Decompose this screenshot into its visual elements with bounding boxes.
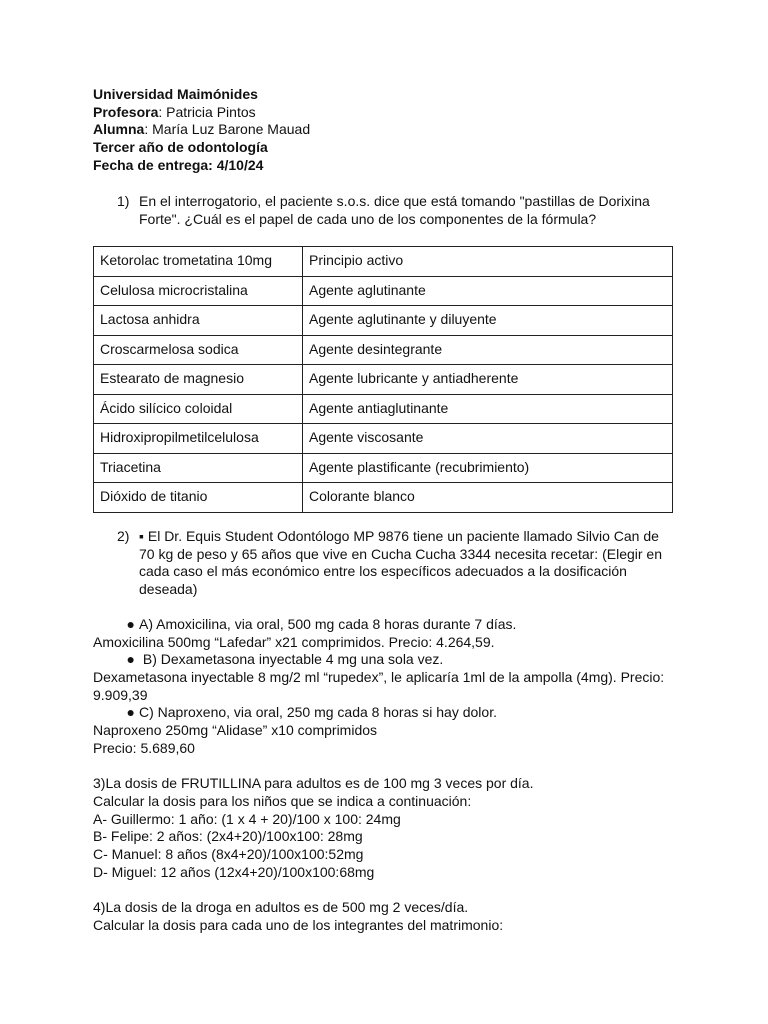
question-4-line2: Calcular la dosis para cada uno de los integrantes del matrimonio: xyxy=(93,916,504,933)
table-row xyxy=(94,276,673,306)
student-label: Alumna xyxy=(93,121,145,138)
role-cell: Agente aglutinante y diluyente xyxy=(303,306,673,336)
bullet-text: B) Dexametasona inyectable 4 mg una sola vez. xyxy=(139,651,444,668)
professor-name: : Patricia Pintos xyxy=(158,103,256,120)
role-cell: Agente desintegrante xyxy=(303,335,673,365)
question-number: 2) xyxy=(117,528,130,544)
question-3-item-b: B- Felipe: 2 años: (2x4+20)/100x100: 28mg xyxy=(93,828,363,845)
role-cell: Agente aglutinante xyxy=(303,276,673,306)
answer-c-line1: Naproxeno 250mg “Alidase” x10 comprimidos xyxy=(93,722,378,739)
bullet-icon: ● xyxy=(126,616,135,632)
question-1 xyxy=(117,193,677,228)
table-row xyxy=(94,335,673,365)
component-cell: Lactosa anhidra xyxy=(94,306,303,336)
components-table xyxy=(93,246,673,513)
component-cell: Dióxido de titanio xyxy=(94,483,303,513)
question-4-line1: 4)La dosis de la droga en adultos es de 500 mg 2 veces/día. xyxy=(93,899,469,915)
bullet-item-b xyxy=(93,651,693,669)
table-row xyxy=(94,306,673,336)
student-line xyxy=(93,121,310,139)
spacer xyxy=(93,881,693,899)
role-cell: Principio activo xyxy=(303,247,673,277)
component-cell: Ketorolac trometatina 10mg xyxy=(94,247,303,277)
component-cell: Celulosa microcristalina xyxy=(94,276,303,306)
component-cell: Estearato de magnesio xyxy=(94,365,303,395)
component-cell: Ácido silícico coloidal xyxy=(94,394,303,424)
component-cell: Triacetina xyxy=(94,453,303,483)
table-row xyxy=(94,453,673,483)
question-number: 1) xyxy=(117,193,130,209)
component-cell: Hidroxipropilmetilcelulosa xyxy=(94,424,303,454)
bullet-item-c xyxy=(93,704,693,722)
bullet-icon: ● xyxy=(126,651,135,668)
document-header xyxy=(93,86,310,174)
table-row xyxy=(94,394,673,424)
professor-line xyxy=(93,104,310,122)
answers-body xyxy=(93,616,693,934)
component-cell: Croscarmelosa sodica xyxy=(94,335,303,365)
student-name: : María Luz Barone Mauad xyxy=(144,121,311,138)
bullet-icon: ● xyxy=(126,704,135,721)
answer-c-line2: Precio: 5.689,60 xyxy=(93,739,195,756)
role-cell: Agente viscosante xyxy=(303,424,673,454)
course-year: Tercer año de odontología xyxy=(93,139,268,156)
bullet-item-a xyxy=(93,616,693,634)
bullet-text: C) Naproxeno, via oral, 250 mg cada 8 horas si hay dolor. xyxy=(139,704,497,721)
university-name: Universidad Maimónides xyxy=(93,86,258,102)
table-row xyxy=(94,365,673,395)
question-3-item-d: D- Miguel: 12 años (12x4+20)/100x100:68mg xyxy=(93,863,375,880)
table-row xyxy=(94,483,673,513)
role-cell: Agente plastificante (recubrimiento) xyxy=(303,453,673,483)
role-cell: Colorante blanco xyxy=(303,483,673,513)
due-date: Fecha de entrega: 4/10/24 xyxy=(93,156,264,173)
question-3-item-a: A- Guillermo: 1 año: (1 x 4 + 20)/100 x 100: 24mg xyxy=(93,810,401,827)
question-text: En el interrogatorio, el paciente s.o.s. dice que está tomando "pastillas de Dorixina Forte". ¿Cuál es el papel de cada uno de los componentes de la fórmula? xyxy=(139,193,650,227)
bullet-text: A) Amoxicilina, via oral, 500 mg cada 8 horas durante 7 días. xyxy=(139,616,517,632)
answer-b-line1: Dexametasona inyectable 8 mg/2 ml “rupedex”, le aplicaría 1ml de la ampolla (4mg). Precio: xyxy=(93,669,665,686)
spacer xyxy=(93,758,693,776)
question-3-line1: 3)La dosis de FRUTILLINA para adultos es de 100 mg 3 veces por día. xyxy=(93,775,534,792)
professor-label: Profesora xyxy=(93,103,159,120)
answer-b-line2: 9.909,39 xyxy=(93,686,148,703)
role-cell: Agente antiaglutinante xyxy=(303,394,673,424)
question-2 xyxy=(117,528,677,598)
question-text: ▪ El Dr. Equis Student Odontólogo MP 9876 tiene un paciente llamado Silvio Can de 70 kg de peso y 65 años que vive en Cucha Cucha 3344 necesita recetar: (Elegir en cada caso el más económico entre los específicos adecuados a la dosificación deseada) xyxy=(139,528,662,597)
answer-a: Amoxicilina 500mg “Lafedar” x21 comprimidos. Precio: 4.264,59. xyxy=(93,633,495,650)
table-row xyxy=(94,247,673,277)
table-row xyxy=(94,424,673,454)
question-3-line2: Calcular la dosis para los niños que se indica a continuación: xyxy=(93,792,472,809)
role-cell: Agente lubricante y antiadherente xyxy=(303,365,673,395)
question-3-item-c: C- Manuel: 8 años (8x4+20)/100x100:52mg xyxy=(93,845,364,862)
